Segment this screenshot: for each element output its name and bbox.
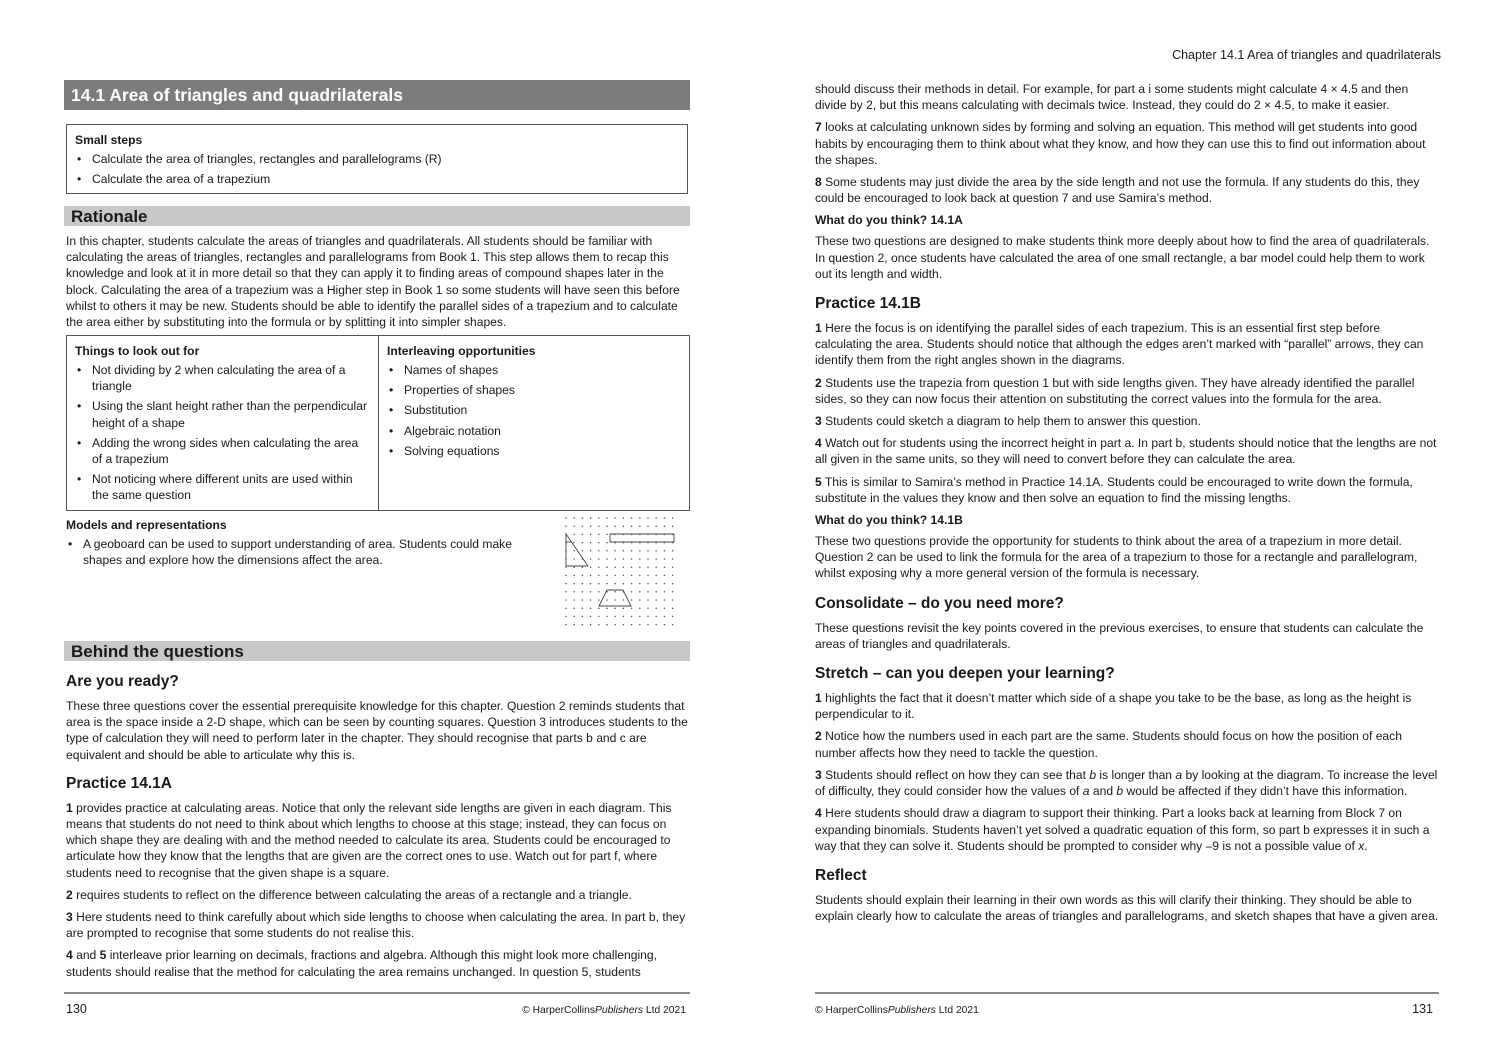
- question-text: Here students should draw a diagram to support their thinking. Part a looks back at learning from Block 7 on expanding binomials. Students haven’t yet solved a quadratic equation of this form, so part b expresses it in such a way that they can solve it. Students should be prompted to consider why –9 is not a possible value of: [815, 806, 1430, 853]
- interleaving-item: • Substitution: [387, 402, 681, 418]
- interleaving-item: • Solving equations: [387, 443, 681, 459]
- practice-a-q8: [815, 174, 1439, 206]
- geoboard-peg: [606, 542, 608, 544]
- geoboard-peg: [639, 566, 641, 568]
- practice-b-q3: [815, 413, 1439, 429]
- geoboard-peg: [598, 575, 600, 577]
- geoboard-peg: [631, 566, 633, 568]
- footer-rule: [815, 992, 1439, 994]
- variable-b: b: [1089, 767, 1097, 782]
- wdyt-a-text: These two questions are designed to make students think more deeply about how to find the area of quadrilaterals. In question 2, once students have calculated the area of one small rectangle, a bar model could help them to work out its length and width.: [815, 234, 1430, 281]
- copyright: [522, 1004, 686, 1017]
- geoboard-peg: [582, 616, 584, 618]
- geoboard-peg: [631, 517, 633, 519]
- geoboard-peg: [647, 607, 649, 609]
- geoboard-peg: [631, 591, 633, 593]
- question-text: looks at calculating unknown sides by forming and solving an equation. This method will get students into good habits by encouraging them to think about what they know, and how they can use this to find out information about the shapes.: [815, 120, 1426, 167]
- geoboard-peg: [614, 616, 616, 618]
- geoboard-peg: [590, 558, 592, 560]
- geoboard-peg: [672, 591, 674, 593]
- stretch-q3: [815, 767, 1439, 799]
- geoboard-peg: [623, 624, 625, 626]
- right-page-body: [815, 81, 1439, 924]
- geoboard-peg: [623, 583, 625, 585]
- geoboard-peg: [655, 583, 657, 585]
- geoboard-peg: [614, 624, 616, 626]
- geoboard-peg: [565, 599, 567, 601]
- geoboard-peg: [672, 575, 674, 577]
- geoboard-peg: [623, 558, 625, 560]
- geoboard-peg: [590, 566, 592, 568]
- practice-b-q5: [815, 474, 1439, 506]
- reflect-text: Students should explain their learning in their own words as this will clarify their thinking. They should be able to explain clearly how to calculate the areas of triangles and parallelograms, and sketch shapes that have a given area.: [815, 892, 1439, 924]
- geoboard-peg: [623, 550, 625, 552]
- geoboard-peg: [598, 599, 600, 601]
- look-out-item: • Not dividing by 2 when calculating the area of a triangle: [75, 362, 370, 394]
- question-number: 4: [815, 806, 822, 821]
- geoboard-peg: [672, 607, 674, 609]
- geoboard-peg: [639, 599, 641, 601]
- question-text: Students could sketch a diagram to help them to answer this question.: [821, 414, 1201, 429]
- practice-a-q7: [815, 119, 1439, 168]
- copyright-text: Ltd 2021: [935, 1005, 979, 1016]
- variable-a: a: [1175, 767, 1183, 782]
- question-text: This is similar to Samira’s method in Practice 14.1A. Students could be encouraged to write down the formula, substitute in the values they know and then solve an equation to find the missing lengths.: [815, 474, 1413, 505]
- geoboard-peg: [573, 607, 575, 609]
- models-list: [66, 536, 546, 568]
- geoboard-peg: [598, 566, 600, 568]
- chapter-title: 14.1 Area of triangles and quadrilaterals: [64, 80, 690, 110]
- geoboard-peg: [664, 591, 666, 593]
- question-number: 8: [815, 175, 822, 190]
- geoboard-peg: [664, 599, 666, 601]
- page-number: 130: [66, 1002, 87, 1016]
- geoboard-diagram: [564, 516, 680, 634]
- geoboard-peg: [606, 624, 608, 626]
- behind-questions-heading: Behind the questions: [64, 641, 690, 661]
- geoboard-peg: [647, 616, 649, 618]
- rationale-text: In this chapter, students calculate the areas of triangles and quadrilaterals. All students should be familiar with calculating the areas of triangles, rectangles and parallelograms from Book 1. This step allows them to recap this knowledge and look at it in more detail so that they can apply it to finding areas of compound shapes later in the block. Calculating the area of a trapezium was a Higher step in Book 1 so some students will have seen this before whilst to others it may be new. Students should be able to identify the parallel sides of a trapezium and to calculate the area either by substituting into the formula or by splitting it into simpler shapes.: [66, 234, 680, 330]
- geoboard-peg: [573, 558, 575, 560]
- geoboard-peg: [565, 517, 567, 519]
- lookout-interleaving-table: [66, 335, 690, 511]
- geoboard-peg: [573, 517, 575, 519]
- small-step-item: • Calculate the area of a trapezium: [75, 171, 679, 187]
- geoboard-peg: [606, 616, 608, 618]
- look-out-heading: Things to look out for: [75, 344, 200, 358]
- question-text: and: [72, 948, 100, 963]
- geoboard-peg: [614, 599, 616, 601]
- geoboard-peg: [590, 517, 592, 519]
- interleaving-heading: Interleaving opportunities: [387, 344, 536, 358]
- geoboard-rectangle: [610, 534, 674, 542]
- geoboard-peg: [598, 616, 600, 618]
- question-text: is longer than: [1096, 767, 1176, 782]
- question-text: Here students need to think carefully about which side lengths to choose when calculating the area. In part b, they are prompted to recognise that some students do not realise this.: [66, 910, 686, 941]
- geoboard-peg: [647, 583, 649, 585]
- question-number: 5: [99, 948, 107, 963]
- geoboard-peg: [672, 550, 674, 552]
- behind-questions-body: [66, 672, 688, 980]
- right-page: [815, 0, 1439, 1061]
- question-number: 3: [815, 767, 822, 782]
- geoboard-peg: [565, 616, 567, 618]
- question-number: 3: [66, 910, 73, 925]
- are-you-ready-text: These three questions cover the essential prerequisite knowledge for this chapter. Question 2 reminds students that area is the space inside a 2-D shape, which can be seen by counting squares. Question 3 introduces students to the type of calculation they will need to perform later in the chapter. They should recognise that parts b and c are equivalent and should be able to articulate why this is.: [66, 699, 688, 762]
- geoboard-peg: [582, 591, 584, 593]
- copyright-publisher: Publishers: [887, 1005, 936, 1016]
- question-text: Watch out for students using the incorrect height in part a. In part b, students should notice that the lengths are not all given in the same units, so they will need to convert before they can calculate the area.: [815, 436, 1437, 467]
- geoboard-peg: [672, 558, 674, 560]
- geoboard-peg: [655, 616, 657, 618]
- geoboard-peg: [573, 591, 575, 593]
- stretch-heading: Stretch – can you deepen your learning?: [815, 665, 1115, 683]
- interleaving-item: • Algebraic notation: [387, 423, 681, 439]
- geoboard-peg: [655, 599, 657, 601]
- geoboard-peg: [672, 599, 674, 601]
- geoboard-peg: [647, 558, 649, 560]
- geoboard-peg: [582, 517, 584, 519]
- geoboard-peg: [664, 550, 666, 552]
- geoboard-peg: [590, 624, 592, 626]
- geoboard-peg: [565, 525, 567, 527]
- geoboard-peg: [590, 575, 592, 577]
- geoboard-peg: [606, 517, 608, 519]
- wdyt-b-text: These two questions provide the opportunity for students to think about the area of a trapezium in more detail. Question 2 can be used to link the formula for the area of a trapezium to those for a rectangle and parallelogram, whilst exposing why a more general version of the formula is necessary.: [815, 534, 1418, 581]
- geoboard-peg: [598, 591, 600, 593]
- running-head: Chapter 14.1 Area of triangles and quadrilaterals: [1172, 48, 1441, 62]
- models-heading: Models and representations: [66, 518, 227, 532]
- geoboard-peg: [655, 525, 657, 527]
- geoboard-peg: [582, 525, 584, 527]
- copyright-publisher: Publishers: [594, 1005, 644, 1016]
- geoboard-peg: [655, 558, 657, 560]
- small-steps-list: [75, 151, 679, 187]
- geoboard-peg: [598, 534, 600, 536]
- geoboard-peg: [573, 583, 575, 585]
- geoboard-peg: [614, 591, 616, 593]
- geoboard-peg: [606, 525, 608, 527]
- models-section: [66, 517, 546, 572]
- geoboard-peg: [565, 566, 567, 568]
- geoboard-peg: [672, 517, 674, 519]
- practice-a-q1: [66, 800, 688, 881]
- stretch-q1: [815, 690, 1439, 722]
- geoboard-peg: [639, 624, 641, 626]
- geoboard-peg: [582, 550, 584, 552]
- geoboard-peg: [582, 599, 584, 601]
- small-steps-heading: Small steps: [75, 133, 143, 147]
- question-text: requires students to reflect on the difference between calculating the areas of a rectangle and a triangle.: [72, 887, 632, 902]
- question-text: Some students may just divide the area by the side length and not use the formula. If any students do this, they could be encouraged to look back at question 7 and use Samira’s method.: [815, 175, 1420, 206]
- question-text: Notice how the numbers used in each part are the same. Students should focus on how the position of each number affects how they need to tackle the question.: [815, 729, 1402, 760]
- geoboard-peg: [623, 599, 625, 601]
- rationale-heading: Rationale: [64, 206, 690, 226]
- geoboard-peg: [590, 542, 592, 544]
- geoboard-peg: [598, 607, 600, 609]
- geoboard-peg: [672, 525, 674, 527]
- geoboard-peg: [614, 575, 616, 577]
- small-step-item: • Calculate the area of triangles, rectangles and parallelograms (R): [75, 151, 679, 167]
- geoboard-peg: [614, 566, 616, 568]
- look-out-item: • Adding the wrong sides when calculating the area of a trapezium: [75, 435, 370, 467]
- geoboard-peg: [565, 591, 567, 593]
- geoboard-peg: [639, 525, 641, 527]
- geoboard-peg: [565, 575, 567, 577]
- question-number: 4: [815, 436, 822, 451]
- interleaving-list: [387, 362, 681, 459]
- geoboard-peg: [623, 607, 625, 609]
- geoboard-peg: [631, 525, 633, 527]
- geoboard-peg: [655, 575, 657, 577]
- question-number: 5: [815, 474, 822, 489]
- geoboard-peg: [606, 558, 608, 560]
- question-text: would be affected if they didn’t have this information.: [1123, 784, 1408, 799]
- practice-b-heading: Practice 14.1B: [815, 295, 921, 313]
- geoboard-peg: [647, 566, 649, 568]
- geoboard-peg: [573, 525, 575, 527]
- geoboard-peg: [565, 583, 567, 585]
- geoboard-peg: [598, 624, 600, 626]
- geoboard-peg: [565, 607, 567, 609]
- geoboard-peg: [639, 591, 641, 593]
- copyright-text: Ltd 2021: [643, 1005, 686, 1016]
- geoboard-peg: [631, 616, 633, 618]
- geoboard-peg: [655, 591, 657, 593]
- look-out-item: • Using the slant height rather than the perpendicular height of a shape: [75, 398, 370, 430]
- geoboard-peg: [573, 542, 575, 544]
- geoboard-peg: [672, 616, 674, 618]
- reflect-heading: Reflect: [815, 866, 867, 884]
- geoboard-peg: [647, 575, 649, 577]
- question-number: 7: [815, 120, 822, 135]
- geoboard-peg: [606, 599, 608, 601]
- geoboard-peg: [614, 550, 616, 552]
- geoboard-peg: [664, 583, 666, 585]
- geoboard-peg: [672, 583, 674, 585]
- consolidate-text: These questions revisit the key points covered in the previous exercises, to ensure that students can calculate the areas of triangles and quadrilaterals.: [815, 620, 1424, 651]
- geoboard-peg: [623, 616, 625, 618]
- geoboard-peg: [590, 591, 592, 593]
- question-number: 3: [815, 414, 822, 429]
- geoboard-peg: [590, 599, 592, 601]
- geoboard-peg: [639, 558, 641, 560]
- question-text: highlights the fact that it doesn’t matter which side of a shape you take to be the base, as long as the height is perpendicular to it.: [815, 691, 1412, 722]
- geoboard-peg: [631, 550, 633, 552]
- practice-a-q3: [66, 909, 688, 941]
- geoboard-peg: [639, 517, 641, 519]
- geoboard-peg: [573, 575, 575, 577]
- geoboard-peg: [573, 534, 575, 536]
- look-out-column: [67, 336, 379, 510]
- page-number: 131: [1412, 1002, 1433, 1016]
- geoboard-peg: [598, 558, 600, 560]
- wdyt-a-heading: What do you think? 14.1A: [815, 213, 963, 228]
- geoboard-peg: [590, 534, 592, 536]
- geoboard-peg: [590, 583, 592, 585]
- geoboard-peg: [631, 607, 633, 609]
- continued-text: should discuss their methods in detail. For example, for part a i some students might calculate 4 × 4.5 and then divide by 2, but this means calculating with decimals twice. Instead, they could do 2 × 4.5, to make it easier.: [815, 82, 1409, 113]
- geoboard-peg: [639, 607, 641, 609]
- geoboard-peg: [639, 616, 641, 618]
- geoboard-peg: [647, 591, 649, 593]
- geoboard-peg: [582, 534, 584, 536]
- stretch-q2: [815, 728, 1439, 760]
- geoboard-peg: [655, 517, 657, 519]
- geoboard-peg: [614, 583, 616, 585]
- are-you-ready-heading: Are you ready?: [66, 673, 179, 690]
- geoboard-peg: [590, 550, 592, 552]
- variable-a: a: [1082, 784, 1090, 799]
- geoboard-peg: [664, 525, 666, 527]
- geoboard-peg: [590, 616, 592, 618]
- geoboard-peg: [672, 624, 674, 626]
- geoboard-peg: [590, 525, 592, 527]
- question-number: 1: [815, 321, 822, 336]
- geoboard-peg: [623, 525, 625, 527]
- geoboard-peg: [647, 525, 649, 527]
- geoboard-peg: [631, 624, 633, 626]
- left-page: [64, 0, 690, 1061]
- consolidate-heading: Consolidate – do you need more?: [815, 594, 1064, 612]
- geoboard-peg: [631, 575, 633, 577]
- question-number: 1: [66, 800, 73, 815]
- geoboard-peg: [614, 517, 616, 519]
- question-text: .: [1364, 838, 1368, 853]
- geoboard-triangle: [566, 534, 588, 566]
- interleaving-column: [379, 336, 689, 510]
- geoboard-peg: [606, 566, 608, 568]
- question-text: Students should reflect on how they can see that: [821, 767, 1090, 782]
- geoboard-peg: [647, 517, 649, 519]
- variable-x: x: [1358, 838, 1365, 853]
- practice-b-q1: [815, 320, 1439, 369]
- geoboard-peg: [590, 607, 592, 609]
- practice-a-q2: [66, 887, 688, 903]
- look-out-item: • Not noticing where different units are used within the same question: [75, 471, 370, 503]
- small-steps-box: [66, 124, 688, 194]
- practice-a-heading: Practice 14.1A: [66, 774, 172, 792]
- geoboard-peg: [573, 566, 575, 568]
- geoboard-peg: [664, 575, 666, 577]
- geoboard-peg: [582, 624, 584, 626]
- geoboard-peg: [655, 607, 657, 609]
- question-number: 2: [66, 887, 73, 902]
- wdyt-b-heading: What do you think? 14.1B: [815, 513, 963, 528]
- geoboard-peg: [606, 583, 608, 585]
- geoboard-peg: [639, 550, 641, 552]
- look-out-list: [75, 362, 370, 504]
- geoboard-peg: [598, 550, 600, 552]
- interleaving-item: • Properties of shapes: [387, 382, 681, 398]
- geoboard-peg: [664, 616, 666, 618]
- question-text: and: [1089, 784, 1117, 799]
- geoboard-peg: [573, 599, 575, 601]
- copyright-text: © HarperCollins: [522, 1005, 595, 1016]
- geoboard-peg: [655, 566, 657, 568]
- practice-b-q2: [815, 375, 1439, 407]
- geoboard-peg: [573, 550, 575, 552]
- geoboard-peg: [565, 624, 567, 626]
- geoboard-peg: [573, 624, 575, 626]
- geoboard-peg: [664, 624, 666, 626]
- geoboard-peg: [582, 583, 584, 585]
- geoboard-peg: [664, 607, 666, 609]
- geoboard-peg: [606, 534, 608, 536]
- geoboard-peg: [664, 566, 666, 568]
- geoboard-peg: [582, 566, 584, 568]
- geoboard-peg: [598, 583, 600, 585]
- geoboard-peg: [655, 624, 657, 626]
- geoboard-peg: [631, 558, 633, 560]
- question-number: 2: [815, 729, 822, 744]
- geoboard-peg: [655, 550, 657, 552]
- geoboard-peg: [639, 583, 641, 585]
- question-number: 1: [815, 691, 822, 706]
- copyright: [815, 1004, 979, 1017]
- geoboard-peg: [639, 575, 641, 577]
- interleaving-item: • Names of shapes: [387, 362, 681, 378]
- stretch-q4: [815, 805, 1439, 854]
- geoboard-peg: [598, 542, 600, 544]
- geoboard-peg: [647, 599, 649, 601]
- question-text: by looking at the diagram. To increase the level of difficulty, they could consider how the values of: [815, 767, 1438, 799]
- question-text: Here the focus is on identifying the parallel sides of each trapezium. This is an essential first step before calculating the area. Students should notice that although the edges aren’t marked with “parallel” arrows, they can identify them from the right angles shown in the diagrams.: [815, 321, 1424, 368]
- geoboard-peg: [614, 525, 616, 527]
- geoboard-peg: [664, 517, 666, 519]
- geoboard-peg: [614, 558, 616, 560]
- variable-b: b: [1116, 784, 1124, 799]
- geoboard-peg: [664, 558, 666, 560]
- geoboard-peg: [598, 525, 600, 527]
- geoboard-peg: [623, 566, 625, 568]
- geoboard-peg: [631, 599, 633, 601]
- geoboard-peg: [647, 624, 649, 626]
- geoboard-peg: [623, 517, 625, 519]
- question-text: interleave prior learning on decimals, fractions and algebra. Although this might look more challenging, students should realise that the method for calculating the area remains unchanged. In question 5, students: [66, 948, 657, 979]
- practice-b-q4: [815, 435, 1439, 467]
- question-number: 2: [815, 375, 822, 390]
- geoboard-peg: [606, 550, 608, 552]
- footer-rule: [64, 992, 690, 994]
- geoboard-peg: [582, 542, 584, 544]
- geoboard-peg: [582, 575, 584, 577]
- geoboard-peg: [598, 517, 600, 519]
- geoboard-peg: [614, 607, 616, 609]
- geoboard-peg: [582, 607, 584, 609]
- geoboard-peg: [573, 616, 575, 618]
- models-item: • A geoboard can be used to support understanding of area. Students could make shapes and explore how the dimensions affect the area.: [66, 536, 546, 568]
- geoboard-peg: [631, 583, 633, 585]
- question-text: provides practice at calculating areas. Notice that only the relevant side lengths are given in each diagram. This means that students do not need to think about which lengths to choose at this stage; instead, they can focus on which shape they are dealing with and the method needed to calculate its area. Students could be encouraged to articulate how they know that the lengths that are given are the correct ones to use. Watch out for part f, where students need to recognise that the given shape is a square.: [66, 800, 672, 880]
- geoboard-peg: [606, 607, 608, 609]
- practice-a-q4-5: [66, 947, 688, 979]
- question-text: Students use the trapezia from question 1 but with side lengths given. They have already identified the parallel sides, so they can now focus their attention on substituting the correct values into the formula for the area.: [815, 375, 1415, 406]
- question-number: 4: [66, 948, 73, 963]
- copyright-text: © HarperCollins: [815, 1005, 888, 1016]
- geoboard-peg: [623, 575, 625, 577]
- geoboard-peg: [647, 550, 649, 552]
- geoboard-peg: [672, 566, 674, 568]
- geoboard-peg: [606, 575, 608, 577]
